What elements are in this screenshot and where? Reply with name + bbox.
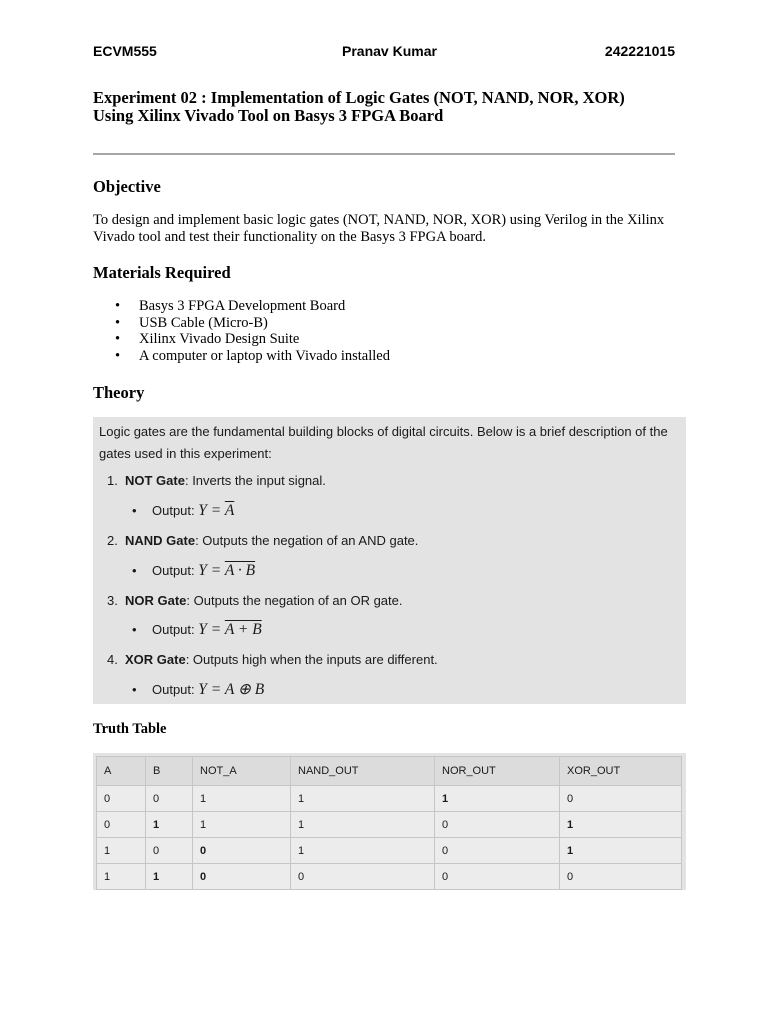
bullet-icon: • [115,331,121,348]
page-title [93,89,693,125]
student-id: 242221015 [604,43,675,59]
gate-output-not [132,502,234,520]
list-item [93,348,653,365]
student-name: Pranav Kumar [342,43,437,59]
gate-name: NOT Gate [125,473,185,488]
table-cell: 0 [435,812,560,838]
bullet-icon: • [132,503,137,518]
formula-lhs: Y = [198,681,225,698]
output-label: Output: [152,503,195,518]
table-cell: 0 [193,838,291,864]
gate-name: XOR Gate [125,652,186,667]
table-cell: 1 [291,812,435,838]
gate-description: : Outputs high when the inputs are different. [185,652,438,667]
table-cell: 0 [435,838,560,864]
table-row [97,812,682,838]
course-code: ECVM555 [93,43,157,59]
title-line-2: Using Xilinx Vivado Tool on Basys 3 FPGA Board [93,106,444,125]
output-label: Output: [152,563,195,578]
materials-heading: Materials Required [93,263,231,282]
list-item [93,315,653,332]
column-header: XOR_OUT [560,757,682,786]
formula-rhs: A ⊕ B [224,681,265,698]
formula-rhs: A + B [224,621,262,638]
gate-item-xor [107,652,438,668]
objective-text: To design and implement basic logic gates (NOT, NAND, NOR, XOR) using Verilog in the Xilinx Vivado tool and test their functionality on the Basys 3 FPGA board. [93,212,665,245]
truth-table-box [93,753,686,890]
table-cell: 1 [560,838,682,864]
column-header: NAND_OUT [291,757,435,786]
table-cell: 1 [146,864,193,890]
table-cell: 1 [193,812,291,838]
gate-description: : Outputs the negation of an OR gate. [186,593,403,608]
gate-output-xor [132,681,264,699]
table-cell: 1 [97,838,146,864]
item-number: 1. [107,473,118,488]
table-cell: 1 [291,838,435,864]
table-row [97,864,682,890]
table-cell: 0 [291,864,435,890]
material-label: USB Cable (Micro-B) [139,314,268,331]
formula-rhs: A · B [224,562,256,579]
table-cell: 0 [560,786,682,812]
table-cell: 0 [146,838,193,864]
bullet-icon: • [115,298,121,314]
table-row [97,838,682,864]
table-header-row [97,757,682,786]
item-number: 4. [107,652,118,667]
formula-lhs: Y = [198,562,225,579]
theory-box [93,417,686,704]
table-cell: 0 [193,864,291,890]
formula-lhs: Y = [198,502,225,519]
material-label: Basys 3 FPGA Development Board [139,298,346,314]
table-cell: 0 [146,786,193,812]
list-item [93,331,653,348]
bullet-icon: • [132,622,137,637]
gate-item-nand [107,533,418,549]
table-row [97,786,682,812]
gate-description: : Outputs the negation of an AND gate. [195,533,419,548]
item-number: 2. [107,533,118,548]
divider [93,153,675,155]
theory-intro: Logic gates are the fundamental building blocks of digital circuits. Below is a brief description of the gates used in this experiment: [99,424,668,461]
materials-list [93,298,653,365]
table-cell: 1 [193,786,291,812]
formula-lhs: Y = [198,621,225,638]
material-label: Xilinx Vivado Design Suite [139,331,300,348]
column-header: NOT_A [193,757,291,786]
title-line-1: Experiment 02 : Implementation of Logic Gates (NOT, NAND, NOR, XOR) [93,88,625,107]
table-cell: 0 [97,786,146,812]
table-cell: 1 [560,812,682,838]
gate-output-nor [132,621,262,639]
table-cell: 0 [97,812,146,838]
gate-item-nor [107,593,403,609]
item-number: 3. [107,593,118,608]
material-label: A computer or laptop with Vivado installed [139,348,390,365]
theory-heading: Theory [93,383,145,402]
column-header: A [97,757,146,786]
column-header: B [146,757,193,786]
output-label: Output: [152,682,195,697]
bullet-icon: • [115,348,121,365]
output-label: Output: [152,622,195,637]
gate-name: NAND Gate [125,533,196,548]
table-cell: 1 [97,864,146,890]
gate-description: : Inverts the input signal. [184,473,326,488]
table-cell: 1 [146,812,193,838]
bullet-icon: • [115,314,121,331]
table-cell: 0 [560,864,682,890]
objective-heading: Objective [93,177,161,196]
bullet-icon: • [132,682,137,697]
gate-item-not [107,473,326,489]
gate-output-nand [132,562,255,580]
column-header: NOR_OUT [435,757,560,786]
truth-table [96,756,682,890]
gate-name: NOR Gate [125,593,187,608]
truth-table-heading: Truth Table [93,721,167,737]
list-item [93,298,653,315]
bullet-icon: • [132,563,137,578]
table-cell: 0 [435,864,560,890]
table-cell: 1 [435,786,560,812]
formula-rhs: $\overline{A}$ [224,502,235,519]
page-header [93,43,675,61]
table-cell: 1 [291,786,435,812]
